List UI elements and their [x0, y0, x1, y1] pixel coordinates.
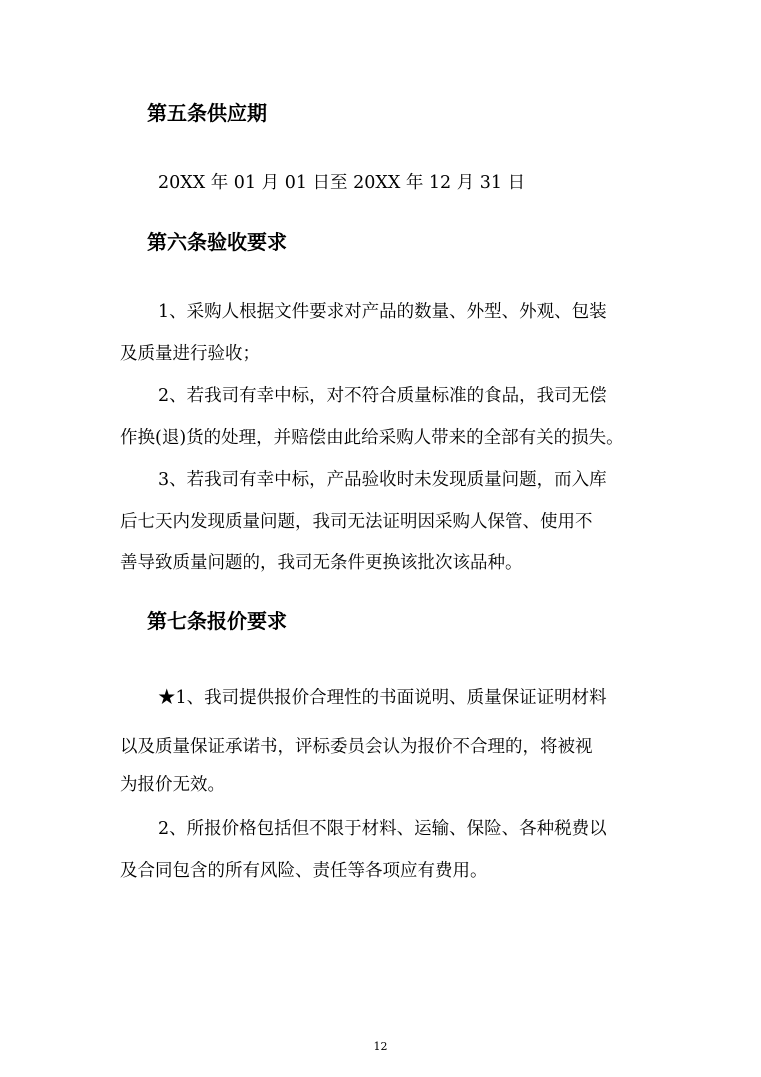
page-number: 12	[373, 1040, 388, 1053]
article6-line-4: 作换(退)货的处理，并赔偿由此给采购人带来的全部有关的损失。	[120, 428, 624, 448]
article7-heading: 第七条报价要求	[147, 609, 287, 633]
article6-line-5: 3、若我司有幸中标，产品验收时未发现质量问题，而入库	[158, 470, 607, 490]
article5-heading: 第五条供应期	[147, 101, 267, 125]
article7-line-5: 及合同包含的所有风险、责任等各项应有费用。	[120, 861, 488, 881]
article7-line-4: 2、所报价格包括但不限于材料、运输、保险、各种税费以	[158, 819, 607, 839]
article6-line-6: 后七天内发现质量问题，我司无法证明因采购人保管、使用不	[120, 512, 593, 532]
article6-line-7: 善导致质量问题的，我司无条件更换该批次该品种。	[120, 553, 523, 573]
article6-line-3: 2、若我司有幸中标，对不符合质量标准的食品，我司无偿	[158, 386, 607, 406]
article6-heading: 第六条验收要求	[147, 230, 287, 254]
article6-line-2: 及质量进行验收；	[120, 344, 260, 364]
article7-line-3: 为报价无效。	[120, 775, 225, 795]
supply-period-text: 20XX 年 01 月 01 日至 20XX 年 12 月 31 日	[158, 173, 526, 193]
article7-line-1: ★1、我司提供报价合理性的书面说明、质量保证证明材料	[158, 688, 607, 708]
article7-line-2: 以及质量保证承诺书，评标委员会认为报价不合理的，将被视	[120, 737, 593, 757]
article6-line-1: 1、采购人根据文件要求对产品的数量、外型、外观、包装	[158, 302, 607, 322]
